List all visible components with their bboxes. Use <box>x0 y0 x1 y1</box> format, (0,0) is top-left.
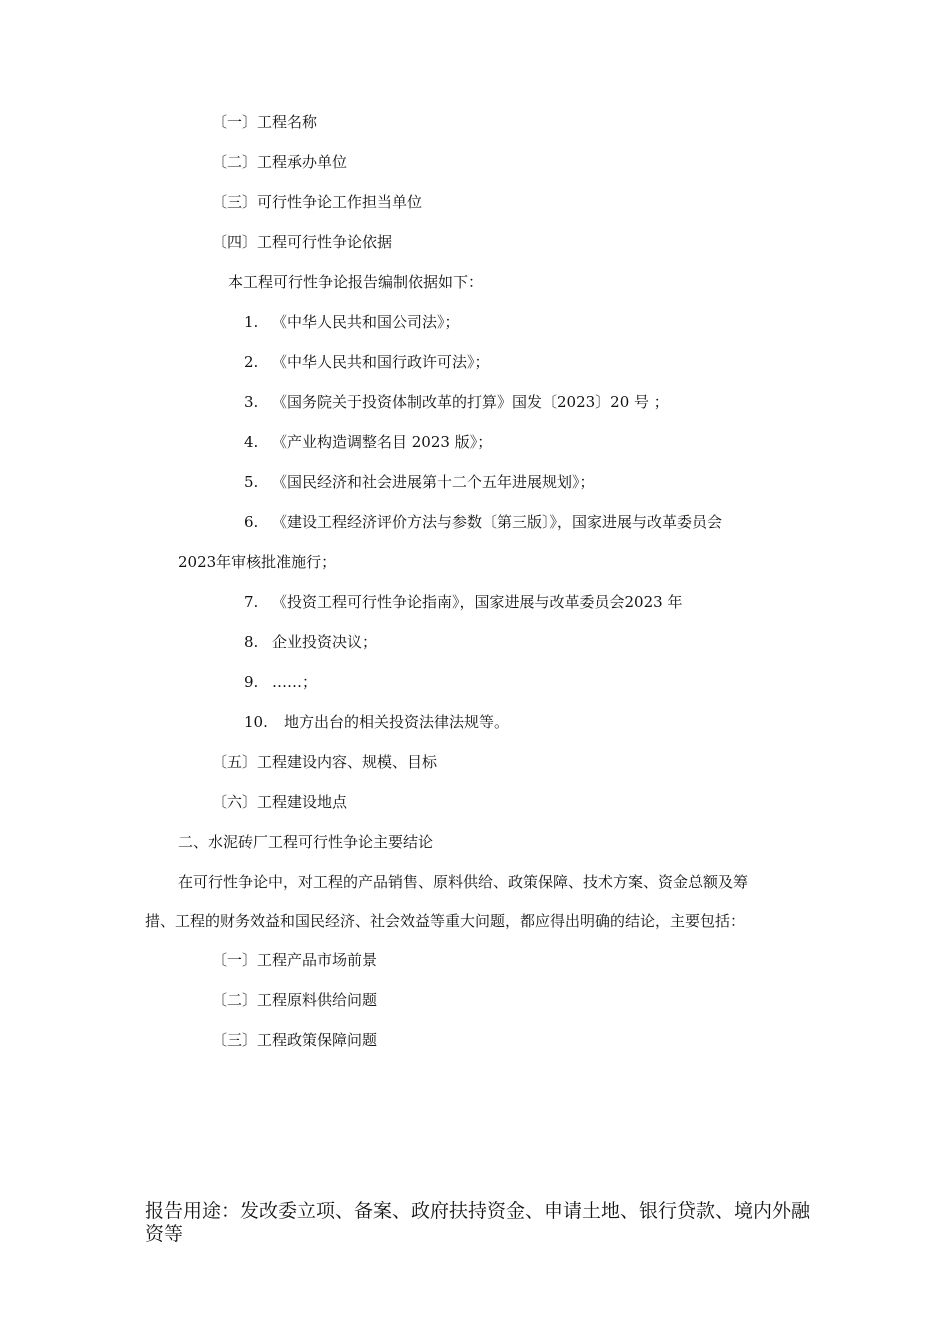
list-item-text: ……； <box>272 673 318 691</box>
paragraph-line: 在可行性争论中，对工程的产品销售、原料供给、政策保障、技术方案、资金总额及筹 <box>178 873 749 891</box>
list-item-text: 《中华人民共和国行政许可法》； <box>272 353 490 371</box>
list-item <box>244 352 490 372</box>
list-item-continuation: 2023年审核批准施行； <box>178 553 337 571</box>
list-item <box>244 592 682 612</box>
list-item <box>244 632 377 652</box>
section-heading: 〔六〕工程建设地点 <box>212 793 348 811</box>
list-item-number: 1. <box>244 313 259 331</box>
section-heading: 〔二〕工程原料供给问题 <box>212 991 378 1009</box>
list-item <box>244 512 722 532</box>
list-item <box>244 392 669 412</box>
list-item-text: 《中华人民共和国公司法》； <box>272 313 460 331</box>
list-item <box>244 672 317 692</box>
list-item-text: 《产业构造调整名目 2023 版》； <box>272 433 493 451</box>
section-heading: 〔三〕可行性争论工作担当单位 <box>212 193 423 211</box>
list-item-number: 4. <box>244 433 259 451</box>
list-item <box>244 312 460 332</box>
list-item-text: 《国民经济和社会进展第十二个五年进展规划》； <box>272 473 595 491</box>
report-usage-footer: 报告用途：发改委立项、备案、政府扶持资金、申请土地、银行贷款、境内外融资等 <box>145 1200 811 1245</box>
list-item <box>244 712 509 732</box>
section-heading: 〔一〕工程名称 <box>212 113 318 131</box>
list-item-text: 地方出台的相关投资法律法规等。 <box>284 713 510 731</box>
list-item-number: 6. <box>244 513 259 531</box>
list-item-number: 10. <box>244 713 268 731</box>
section-heading: 〔四〕工程可行性争论依据 <box>212 233 393 251</box>
list-item-text: 《建设工程经济评价方法与参数〔第三版〕》，国家进展与改革委员会 <box>272 513 723 531</box>
list-item-text: 《国务院关于投资体制改革的打算》国发〔2023〕20 号 ； <box>272 393 669 411</box>
list-item <box>244 472 595 492</box>
list-item-text: 企业投资决议； <box>272 633 378 651</box>
list-item-number: 2. <box>244 353 259 371</box>
basis-intro: 本工程可行性争论报告编制依据如下： <box>228 273 484 291</box>
list-item-number: 8. <box>244 633 259 651</box>
chapter-heading: 二、水泥砖厂工程可行性争论主要结论 <box>178 833 434 851</box>
section-heading: 〔三〕工程政策保障问题 <box>212 1031 378 1049</box>
list-item <box>244 432 492 452</box>
paragraph-line: 措、工程的财务效益和国民经济、社会效益等重大问题，都应得出明确的结论，主要包括： <box>145 912 746 930</box>
list-item-number: 3. <box>244 393 259 411</box>
section-heading: 〔五〕工程建设内容、规模、目标 <box>212 753 438 771</box>
list-item-text: 《投资工程可行性争论指南》，国家进展与改革委员会2023 年 <box>272 593 683 611</box>
list-item-number: 7. <box>244 593 259 611</box>
list-item-number: 5. <box>244 473 259 491</box>
section-heading: 〔一〕工程产品市场前景 <box>212 951 378 969</box>
section-heading: 〔二〕工程承办单位 <box>212 153 348 171</box>
list-item-number: 9. <box>244 673 259 691</box>
